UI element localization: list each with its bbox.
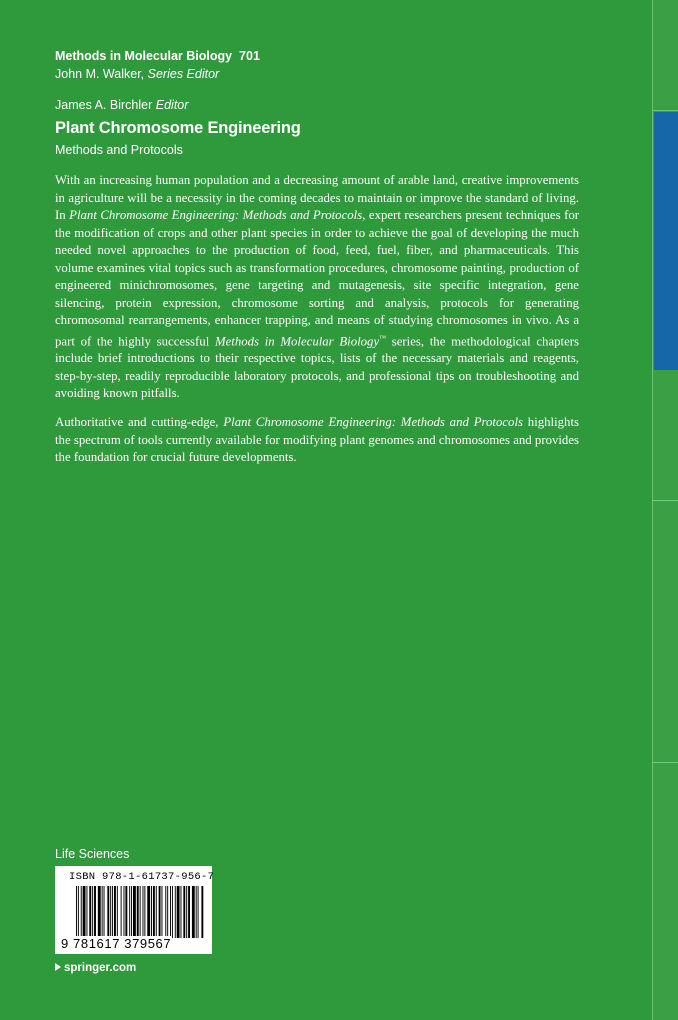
desc-text: series, the methodological chapters include brief introductions to their respective topics, lists of the necessary materials and reagents, step-by-step, readily reproducible laboratory protocols, and professional tips on troubleshooting and avoiding known pitfalls. <box>55 333 580 401</box>
barcode-bar <box>137 886 139 938</box>
book-editor-name: James A. Birchler <box>55 98 153 112</box>
barcode-bar <box>162 886 163 938</box>
barcode-bar <box>201 886 203 938</box>
barcode-bar <box>125 886 127 938</box>
barcode-bar <box>153 886 155 938</box>
desc-text: expert researchers present techniques for the modification of crops and other plant species in order to achieve the goal of developing the much needed novel approaches to the production of food, feed, fuel, fiber, and pharmaceuticals. This volume examines vital topics such as transformation procedures, chromosome painting, production of engineered minichromosomes, gene targeting and mutagenesis, site specific integration, gene silencing, protein expression, chromosome sorting and analysis, protocols for generating chromosomal rearrangements, enhancer trapping, and means of studying chromosomes in vivo. As a part of the highly successful <box>55 208 579 348</box>
barcode-bar <box>159 886 161 938</box>
barcode-bar <box>94 886 96 938</box>
desc-text: With an increasing human population and a decreasing amount of arable land, creative improvements in agriculture will be a necessity in the coming decades to maintain or improve the standard of living. In <box>55 173 579 222</box>
book-title: Plant Chromosome Engineering <box>55 119 301 137</box>
barcode-bar <box>133 886 136 938</box>
barcode-bar <box>172 886 173 938</box>
barcode-bar <box>181 886 182 938</box>
barcode-bar <box>144 886 145 938</box>
barcode-bars <box>76 886 204 938</box>
barcode-bar <box>140 886 141 938</box>
barcode-bar <box>104 886 105 938</box>
subject-category: Life Sciences <box>55 847 130 861</box>
cover-edge-divider <box>652 762 678 763</box>
barcode-bar <box>81 886 82 938</box>
description-paragraph-2 <box>55 414 579 467</box>
barcode-bar <box>165 886 166 938</box>
barcode-bar <box>175 886 176 938</box>
barcode-bar <box>86 886 87 938</box>
barcode-bar <box>121 886 122 938</box>
barcode-bar <box>183 886 185 938</box>
isbn-barcode <box>55 866 215 954</box>
series-editor-line <box>55 66 219 82</box>
arrow-right-icon <box>55 963 61 971</box>
desc-book-title: Plant Chromosome Engineering: Methods and Protocols <box>223 415 523 429</box>
publisher-url: springer.com <box>64 962 137 974</box>
barcode-bar <box>92 886 93 938</box>
cover-edge-blue-band <box>654 112 678 370</box>
desc-text: Authoritative and cutting-edge, <box>55 415 224 429</box>
barcode-bar <box>156 886 157 938</box>
barcode-bar <box>102 886 103 938</box>
barcode-digits: 9 781617 379567 <box>61 936 172 951</box>
barcode-bar <box>131 886 132 938</box>
desc-book-title: Plant Chromosome Engineering: Methods and Protocols, <box>69 208 366 222</box>
barcode-bar <box>124 886 125 938</box>
series-editor-name: John M. Walker, <box>55 67 145 81</box>
book-subtitle: Methods and Protocols <box>55 143 183 157</box>
barcode-bar <box>177 886 180 938</box>
barcode-bar <box>170 886 171 938</box>
barcode-bar <box>129 886 130 938</box>
barcode-bar <box>198 886 199 938</box>
barcode-bar <box>114 886 116 938</box>
book-editor-role: Editor <box>155 98 189 112</box>
barcode-bar <box>112 886 113 938</box>
barcode-bar <box>76 886 77 938</box>
barcode-bar <box>78 886 79 938</box>
barcode-bar <box>186 886 187 938</box>
desc-text: highlights the spectrum of tools currently available for modifying plant genomes and chromosomes and provides the foundation for crucial future developments. <box>55 415 579 464</box>
desc-series-title: Methods in Molecular Biology <box>214 333 380 348</box>
barcode-bar <box>117 886 118 938</box>
series-editor-role: Series Editor <box>147 67 220 81</box>
publisher-link[interactable] <box>55 960 136 976</box>
barcode-bar <box>89 886 91 938</box>
book-editor-line <box>55 97 188 113</box>
barcode-bar <box>167 886 168 938</box>
barcode-bar <box>192 886 195 938</box>
series-name: Methods in Molecular Biology <box>55 49 233 63</box>
barcode-bar <box>83 886 86 938</box>
barcode-bar <box>110 886 111 938</box>
trademark-mark: ™ <box>379 333 387 342</box>
barcode-bar <box>107 886 109 938</box>
barcode-bar <box>143 886 144 938</box>
barcode-bar <box>98 886 101 938</box>
barcode-bar <box>188 886 190 938</box>
series-volume: 701 <box>239 49 260 63</box>
barcode-bar <box>151 886 152 938</box>
barcode-bar <box>196 886 197 938</box>
description-paragraph-1 <box>55 172 579 403</box>
cover-edge-top-mark <box>652 0 678 111</box>
isbn-label: ISBN 978-1-61737-956-7 <box>69 871 215 883</box>
cover-edge-divider <box>652 500 678 501</box>
barcode-bar <box>147 886 150 938</box>
series-line <box>55 48 260 64</box>
